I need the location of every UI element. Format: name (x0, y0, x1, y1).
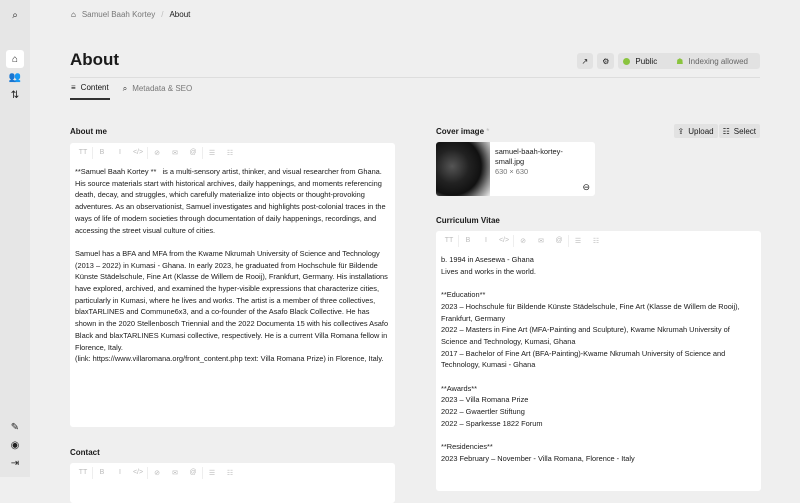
email-icon[interactable]: ✉ (172, 149, 178, 157)
select-label: Select (733, 126, 756, 136)
link-icon[interactable]: ⊘ (154, 469, 160, 477)
cv-editor[interactable] (436, 231, 761, 491)
upload-label: Upload (688, 126, 714, 136)
robot-icon: ☗ (676, 56, 684, 66)
breadcrumb (71, 10, 190, 19)
bullet-list-icon[interactable]: ☰ (574, 237, 582, 245)
attachment-icon[interactable]: @ (555, 237, 563, 244)
gear-icon: ⚙ (602, 56, 610, 66)
tabs (70, 82, 193, 100)
search-icon[interactable]: ⌕ (12, 9, 18, 21)
about-text[interactable]: **Samuel Baah Kortey ** is a multi-sensory artist, thinker, and visual researcher from Ghana. His source materials start with historical archives, daily happenings, and moments referencing death, decay, and struggles, which carefully materialize into objects or thought-provoking adventures. As an observationist, Samuel investigates and highlights post-colonial traces in the ways of life of modern societies through documentation of daily happenings, recordings, and accessing the street visual culture of cities. Samuel has a BFA and MFA from the Kwame Nkrumah University of Science and Technology (2013 – 2022) in Kumasi - Ghana. In early 2023, he graduated from Hochschule für Bildende Künste Städelschule, Fine Art (Klasse de Willem de Rooij), Frankfurt, Germany. His installations have explored, archived, and examined the hyper-visible expressions that characterize cities, particularly in Kumasi, where he lives and works. The artist is a member of three collectives, blaxTARLINES and Commune6x3, and a co-founder of the Asafo Black Collective. He has shown in the 2020 Stellenbosch Triennial and the 2022 Documenta 15 with his collectives Asafo Black and blaxTARLINES Kumasi collective, respectively. He is a current Villa Romana fellow in Florence, Italy. (link: https://www.villaromana.org/front_content.php text: Villa Romana Prize) in Florence, Italy. (75, 167, 389, 364)
bold-icon[interactable]: B (99, 149, 105, 156)
sidebar (0, 0, 30, 477)
tab-metadata-seo[interactable] (122, 82, 194, 100)
upload-icon: ⇪ (677, 126, 685, 136)
email-icon[interactable]: ✉ (538, 237, 544, 245)
breadcrumb-parent[interactable]: Samuel Baah Kortey (81, 10, 156, 19)
about-label: About me (70, 127, 107, 136)
open-external-button[interactable] (577, 53, 594, 69)
italic-icon[interactable]: I (119, 149, 121, 156)
attachment-icon[interactable]: @ (189, 149, 197, 156)
tab-label: Content (80, 83, 109, 92)
cover-actions (674, 124, 760, 138)
bold-icon[interactable]: B (465, 237, 471, 244)
page-title: About (70, 50, 120, 69)
bullet-list-icon[interactable]: ☰ (208, 149, 216, 157)
italic-icon[interactable]: I (119, 469, 121, 476)
code-icon[interactable]: </> (498, 237, 510, 244)
status-dot-icon (623, 58, 630, 65)
account-icon[interactable]: ◉ (10, 439, 20, 451)
code-icon[interactable]: </> (132, 469, 144, 476)
about-editor[interactable] (70, 143, 395, 427)
heading-icon[interactable]: TT (78, 149, 88, 156)
editor-toolbar (70, 143, 395, 162)
breadcrumb-current: About (169, 10, 191, 19)
status-label: Public (635, 56, 658, 66)
editor-toolbar (70, 463, 395, 482)
remove-icon[interactable]: ⊖ (582, 182, 590, 192)
status-button[interactable] (618, 53, 760, 69)
header-actions (577, 53, 760, 69)
contact-label: Contact (70, 448, 100, 457)
italic-icon[interactable]: I (485, 237, 487, 244)
cover-label (436, 127, 489, 136)
cover-image-card[interactable] (436, 142, 595, 196)
settings-button[interactable] (597, 53, 614, 69)
ordered-list-icon[interactable]: ☷ (226, 149, 234, 157)
logout-icon[interactable]: ⇥ (10, 457, 20, 469)
ordered-list-icon[interactable]: ☷ (226, 469, 234, 477)
bold-icon[interactable]: B (99, 469, 105, 476)
lines-icon: ≡ (71, 83, 76, 92)
cover-dimensions: 630 × 630 (495, 167, 529, 176)
cover-thumbnail (436, 142, 490, 196)
ordered-list-icon[interactable]: ☷ (592, 237, 600, 245)
editor-toolbar (436, 231, 761, 250)
code-icon[interactable]: </> (132, 149, 144, 156)
tab-label: Metadata & SEO (132, 84, 193, 93)
users-icon[interactable]: 👥 (8, 71, 22, 83)
attachment-icon[interactable]: @ (189, 469, 197, 476)
select-icon: ☷ (722, 126, 730, 136)
pencil-icon[interactable]: ✎ (10, 421, 20, 433)
heading-icon[interactable]: TT (78, 469, 88, 476)
required-marker: * (486, 127, 490, 136)
cover-label-text: Cover image (436, 127, 485, 136)
breadcrumb-separator: / (161, 10, 164, 19)
home-icon[interactable]: ⌂ (71, 10, 76, 19)
select-button[interactable] (719, 124, 760, 138)
email-icon[interactable]: ✉ (172, 469, 178, 477)
heading-icon[interactable]: TT (444, 237, 454, 244)
cv-label: Curriculum Vitae (436, 216, 500, 225)
link-icon[interactable]: ⊘ (520, 237, 526, 245)
contact-editor[interactable] (70, 463, 395, 503)
cv-text[interactable]: b. 1994 in Asesewa - Ghana Lives and works in the world. **Education** 2023 – Hochschule für Bildende Künste Städelschule, Fine Art (Klasse de Willem de Rooij), Frankfurt, Germany 2022 – Masters in Fine Art (MFA-Painting and Sculpture), Kwame Nkrumah University of Science and Technology, Kumasi, Ghana 2017 – Bachelor of Fine Art (BFA-Painting)-Kwame Nkrumah University of Science and Technology, Kumasi - Ghana **Awards** 2023 – Villa Romana Prize 2022 – Gwaertler Stiftung 2022 – Sparkesse 1822 Forum **Residencies** 2023 February – November - Villa Romana, Florence - Italy (441, 255, 740, 463)
sliders-icon[interactable]: ⇅ (10, 89, 20, 101)
bullet-list-icon[interactable]: ☰ (208, 469, 216, 477)
cover-filename: samuel-baah-kortey-small.jpg (495, 147, 563, 166)
external-link-icon: ↗ (581, 56, 589, 66)
indexing-label: Indexing allowed (688, 56, 748, 66)
home-icon[interactable]: ⌂ (6, 50, 24, 68)
header-divider (70, 77, 760, 78)
search-icon: ⌕ (122, 83, 128, 93)
upload-button[interactable] (674, 124, 718, 138)
link-icon[interactable]: ⊘ (154, 149, 160, 157)
tab-content[interactable] (70, 82, 110, 100)
